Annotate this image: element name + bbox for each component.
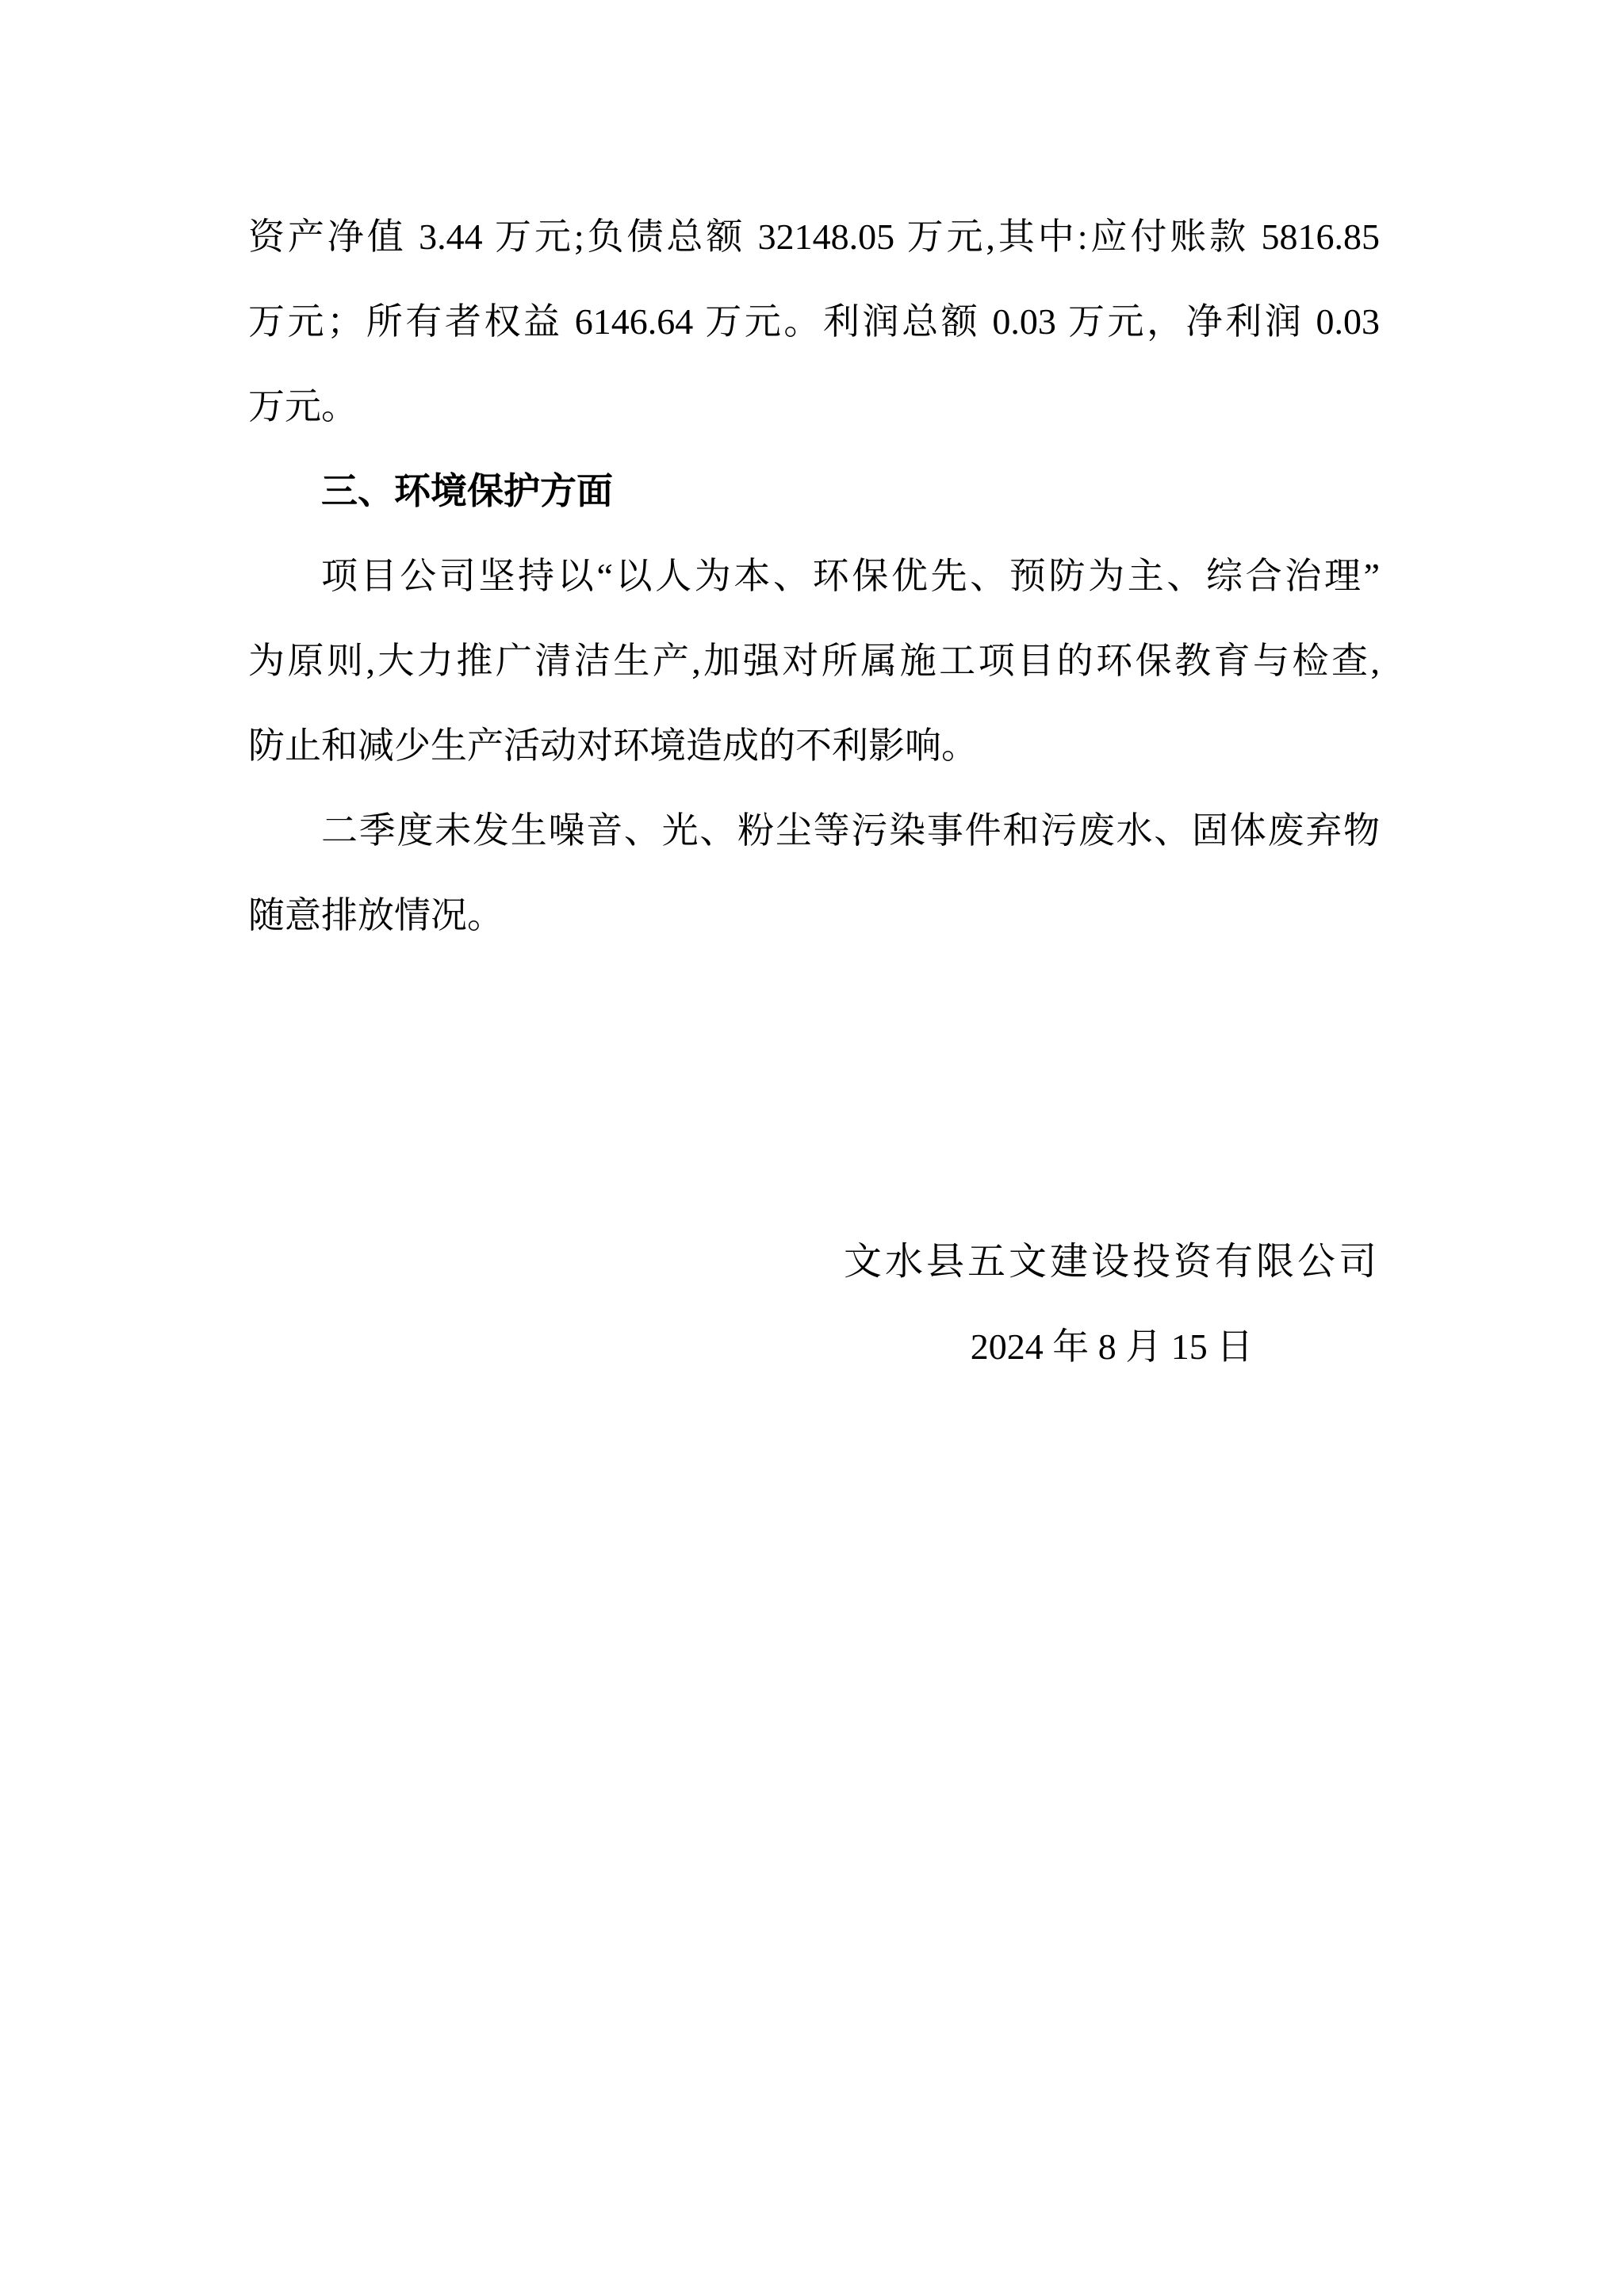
paragraph-line: 二季度未发生噪音、光、粉尘等污染事件和污废水、固体废弃物 <box>321 810 1380 851</box>
paragraph-line: 资产净值 3.44 万元;负债总额 32148.05 万元,其中:应付账款 5816.85 <box>248 216 1380 257</box>
paragraph-quarter <box>248 788 1380 958</box>
signature-date: 2024 年 8 月 15 日 <box>970 1326 1254 1367</box>
paragraph-line: 随意排放情况。 <box>248 895 504 936</box>
paragraph-line: 万元。 <box>248 386 358 427</box>
paragraph-line: 万元；所有者权益 6146.64 万元。利润总额 0.03 万元，净利润 0.03 <box>248 301 1380 342</box>
signature-company: 文水县五文建设投资有限公司 <box>843 1241 1380 1283</box>
section-heading: 三、环境保护方面 <box>321 471 613 511</box>
paragraph-financials <box>248 194 1380 449</box>
paragraph-environment <box>248 534 1380 788</box>
page-content <box>248 194 1380 1389</box>
paragraph-line: 项目公司坚持以“以人为本、环保优先、预防为主、综合治理” <box>321 556 1380 596</box>
paragraph-line: 防止和减少生产活动对环境造成的不利影响。 <box>248 725 978 766</box>
signature-block <box>844 1219 1380 1389</box>
paragraph-line: 为原则,大力推广清洁生产,加强对所属施工项目的环保教育与检查, <box>248 641 1380 681</box>
